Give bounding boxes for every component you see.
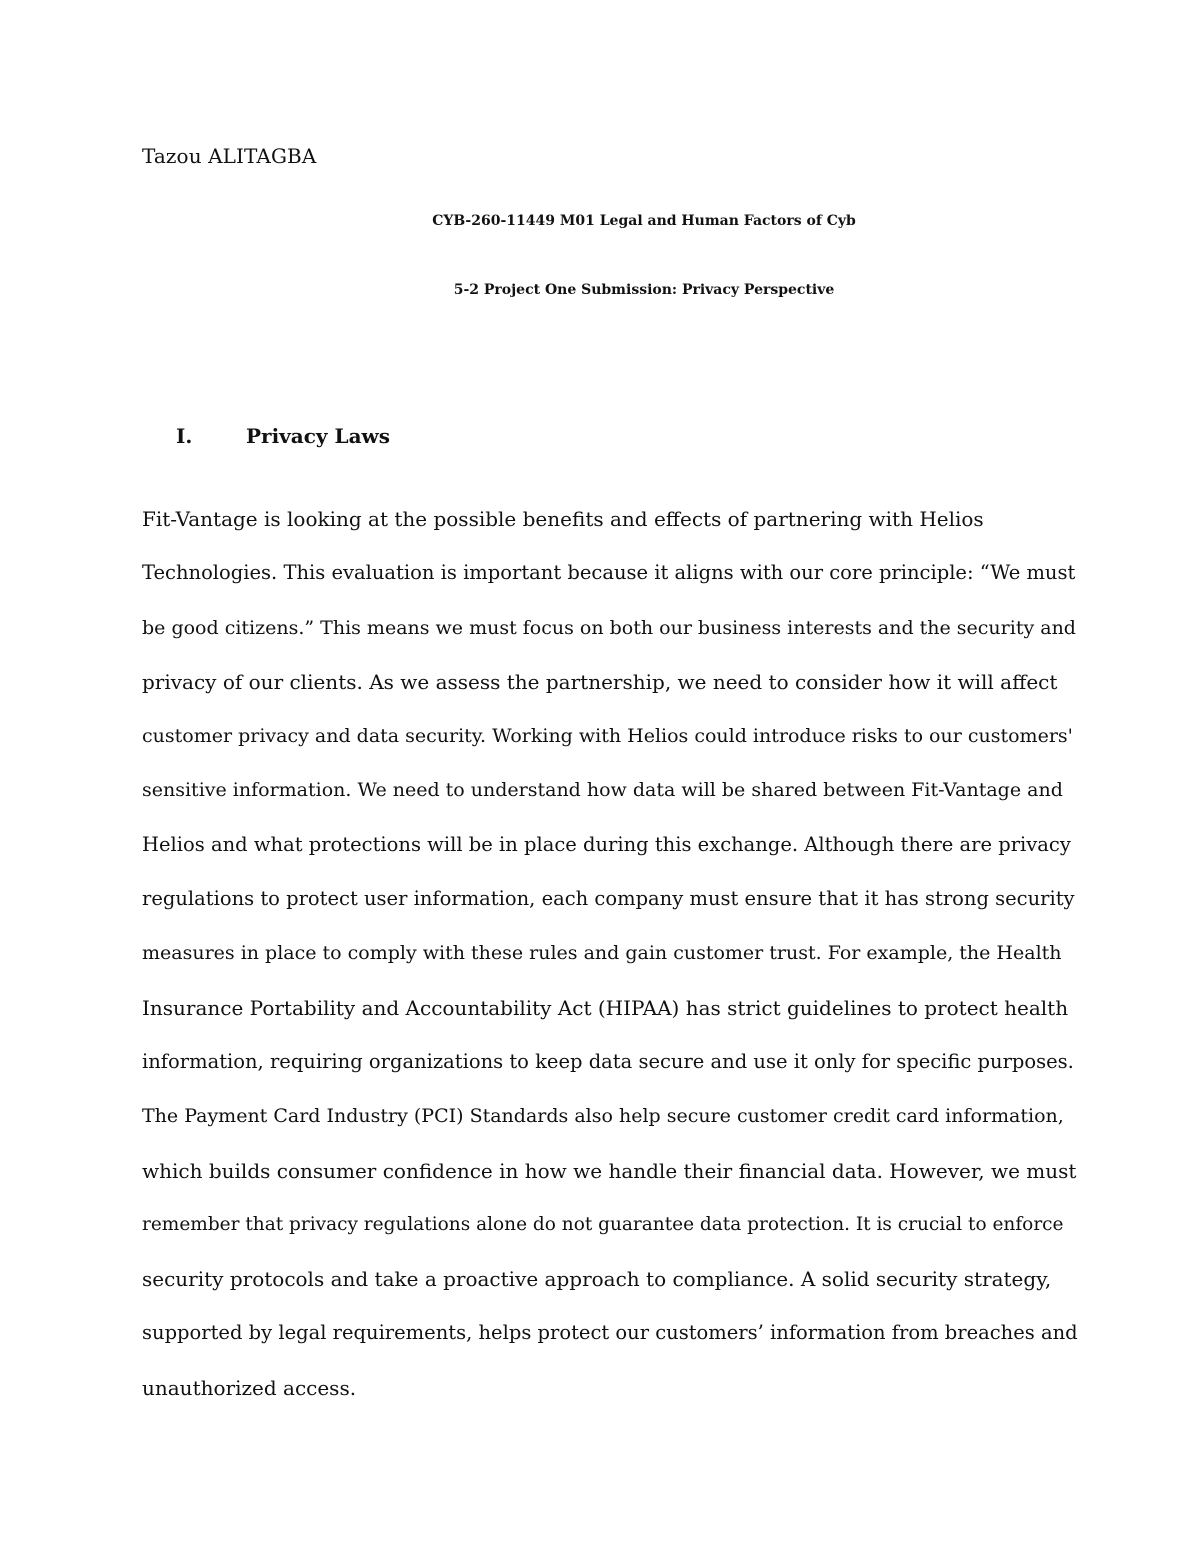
paragraph-line: measures in place to comply with these rules and gain customer trust. For example, the Health [142, 942, 1062, 965]
paragraph-line: security protocols and take a proactive approach to compliance. A solid security strategy, [142, 1267, 1052, 1292]
body-paragraph [142, 492, 1082, 1415]
paragraph-line: Fit-Vantage is looking at the possible benefits and effects of partnering with Helios [142, 507, 984, 531]
section-heading [176, 424, 390, 448]
paragraph-line: Insurance Portability and Accountability Act (HIPAA) has strict guidelines to protect health [142, 995, 1069, 1020]
paragraph-line: information, requiring organizations to keep data secure and use it only for specific purposes. [142, 1049, 1074, 1073]
paragraph-line: Helios and what protections will be in place during this exchange. Although there are privacy [142, 832, 1071, 856]
paragraph-line: be good citizens.” This means we must focus on both our business interests and the security and [142, 616, 1076, 639]
paragraph-line: The Payment Card Industry (PCI) Standards also help secure customer credit card information, [142, 1105, 1064, 1128]
paragraph-line: remember that privacy regulations alone do not guarantee data protection. It is crucial to enforce [142, 1213, 1064, 1235]
paragraph-line: Technologies. This evaluation is important because it aligns with our core principle: “We must [142, 561, 1076, 585]
section-number: I. [176, 424, 193, 448]
paragraph-line: regulations to protect user information, each company must ensure that it has strong security [142, 887, 1075, 911]
assignment-title: 5-2 Project One Submission: Privacy Perspective [453, 282, 835, 298]
paragraph-line: sensitive information. We need to understand how data will be shared between Fit-Vantage and [142, 779, 1063, 802]
paragraph-line: unauthorized access. [142, 1375, 357, 1400]
paragraph-line: which builds consumer confidence in how we handle their financial data. However, we must [142, 1158, 1077, 1183]
paragraph-line: customer privacy and data security. Working with Helios could introduce risks to our customers' [142, 725, 1073, 748]
paragraph-line: supported by legal requirements, helps protect our customers’ information from breaches and [142, 1321, 1078, 1345]
course-title: CYB-260-11449 M01 Legal and Human Factors of Cyb [432, 213, 856, 229]
section-title: Privacy Laws [246, 424, 391, 448]
author-name: Tazou ALITAGBA [142, 144, 317, 168]
paragraph-line: privacy of our clients. As we assess the partnership, we need to consider how it will affect [142, 669, 1058, 694]
